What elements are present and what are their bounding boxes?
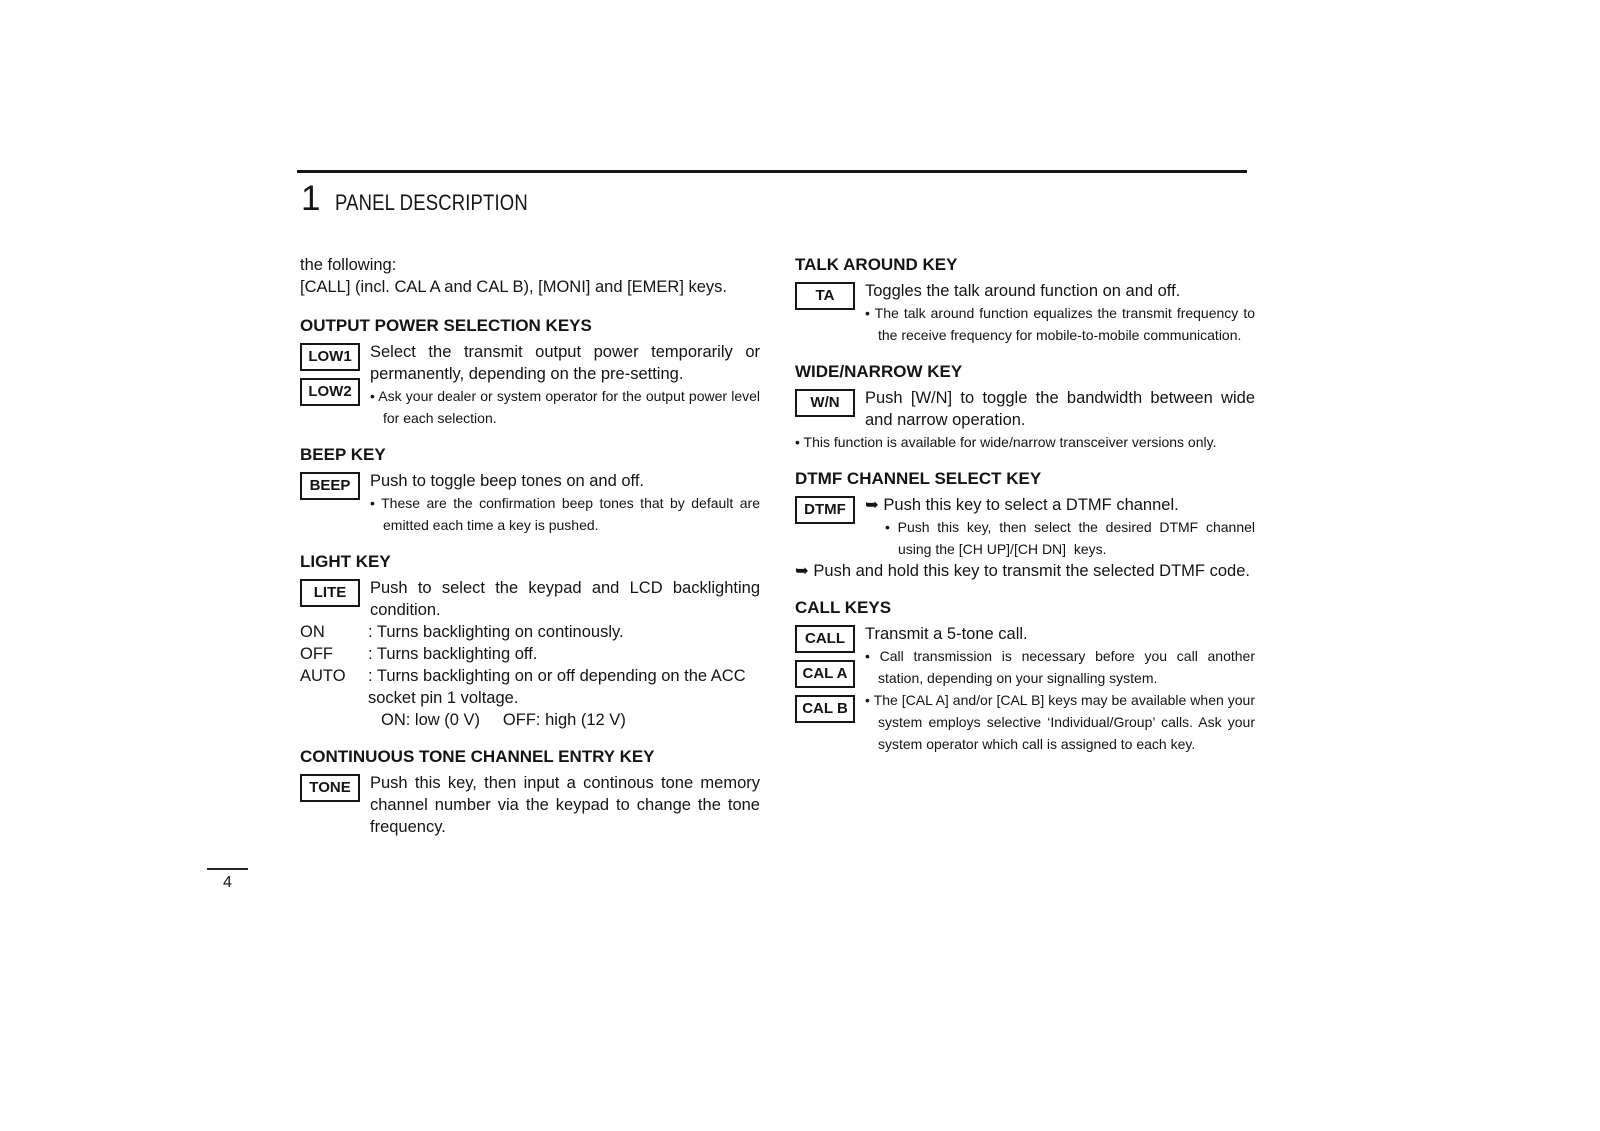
section-heading: LIGHT KEY: [300, 552, 391, 571]
description-main: Transmit a 5-tone call.: [865, 625, 1028, 643]
key-tone: TONE: [300, 774, 360, 802]
key-cal-b: CAL B: [795, 695, 855, 723]
description-main: Push this key, then input a continous tone memory channel number via the keypad to change the tone frequency.: [370, 774, 760, 836]
key-call: CALL: [795, 625, 855, 653]
key-description: [865, 387, 1255, 431]
description-main: Select the transmit output power temporarily or permanently, depending on the pre-setting.: [370, 343, 760, 383]
intro-line-2: [CALL] (incl. CAL A and CAL B), [MONI] and [EMER] keys.: [300, 278, 728, 296]
key-stack: [300, 577, 370, 607]
description-note: • Ask your dealer or system operator for the output power level for each selection.: [370, 388, 760, 426]
mode-description: : Turns backlighting on continously.: [368, 623, 624, 641]
key-description: [370, 577, 760, 621]
intro-line-1: the following:: [300, 256, 397, 274]
key-description: [865, 280, 1255, 346]
intro-paragraph: [300, 254, 760, 298]
light-mode-off: [300, 643, 760, 665]
section-output-power-selection-keys: [300, 315, 760, 429]
key-description: [370, 470, 760, 536]
description-main: Push to toggle beep tones on and off.: [370, 472, 644, 490]
key-description: [865, 494, 1259, 560]
description-main: Toggles the talk around function on and off.: [865, 282, 1181, 300]
section-dtmf-channel-select-key: [795, 468, 1259, 582]
section-heading: DTMF CHANNEL SELECT KEY: [795, 469, 1042, 488]
section-call-keys: [795, 597, 1255, 755]
mode-description: : Turns backlighting off.: [368, 645, 538, 663]
description-instruction-2: ➥ Push and hold this key to transmit the selected DTMF code.: [795, 562, 1250, 580]
key-ta: TA: [795, 282, 855, 310]
key-lite: LITE: [300, 579, 360, 607]
light-mode-on: [300, 621, 760, 643]
key-row: [795, 623, 1255, 755]
key-stack: [795, 494, 865, 524]
section-heading: CALL KEYS: [795, 598, 892, 617]
key-dtmf: DTMF: [795, 496, 855, 524]
key-stack: [300, 772, 370, 802]
section-wide-narrow-key: [795, 361, 1255, 453]
mode-label: AUTO: [300, 667, 346, 685]
key-description: [865, 623, 1255, 755]
key-stack: [795, 280, 865, 310]
key-stack: [300, 341, 370, 406]
description-note-2: • The [CAL A] and/or [CAL B] keys may be available when your system employs selective ‘Individual/Group’ calls. Ask your system operator which call is assigned to each key.: [865, 692, 1255, 752]
left-column: [300, 254, 760, 838]
key-row: [300, 470, 760, 536]
light-auto-voltage-note: ON: low (0 V) OFF: high (12 V): [381, 711, 626, 729]
key-stack: [795, 623, 865, 723]
key-wn: W/N: [795, 389, 855, 417]
key-description: [370, 772, 760, 838]
description-instruction-1: ➥ Push this key to select a DTMF channel.: [865, 496, 1179, 514]
key-stack: [795, 387, 865, 417]
key-row: [300, 577, 760, 621]
key-low1: LOW1: [300, 343, 360, 371]
key-row: [795, 387, 1255, 431]
key-row: [300, 341, 760, 429]
section-heading: BEEP KEY: [300, 445, 386, 464]
mode-label: OFF: [300, 645, 333, 663]
section-light-key: [300, 551, 760, 731]
mode-description: : Turns backlighting on or off depending on the ACC socket pin 1 voltage.: [368, 667, 746, 707]
chapter-header-rule: [297, 170, 1247, 173]
description-main: Push [W/N] to toggle the bandwidth between wide and narrow operation.: [865, 389, 1255, 429]
section-heading: WIDE/NARROW KEY: [795, 362, 963, 381]
key-stack: [300, 470, 370, 500]
page-number: 4: [223, 874, 232, 891]
key-beep: BEEP: [300, 472, 360, 500]
key-description: [370, 341, 760, 429]
section-heading: TALK AROUND KEY: [795, 255, 958, 274]
chapter-number: 1: [301, 179, 321, 218]
description-note: • The talk around function equalizes the transmit frequency to the receive frequency for mobile-to-mobile communication.: [865, 305, 1255, 343]
description-note-1: • Call transmission is necessary before you call another station, depending on your signalling system.: [865, 648, 1255, 686]
key-row: [795, 280, 1255, 346]
section-note: • This function is available for wide/narrow transceiver versions only.: [795, 434, 1217, 450]
description-main: Push to select the keypad and LCD backlighting condition.: [370, 579, 760, 619]
section-heading: CONTINUOUS TONE CHANNEL ENTRY KEY: [300, 747, 655, 766]
page-title: PANEL DESCRIPTION: [335, 190, 529, 215]
description-note: • Push this key, then select the desired DTMF channel using the [CH UP]/[CH DN] keys.: [885, 519, 1259, 557]
section-continuous-tone-channel-entry-key: [300, 746, 760, 838]
page-number-rule: [207, 868, 248, 870]
light-mode-auto: [300, 665, 760, 709]
right-column: [795, 254, 1259, 755]
key-row: [795, 494, 1259, 560]
key-row: [300, 772, 760, 838]
key-cal-a: CAL A: [795, 660, 855, 688]
description-note: • These are the confirmation beep tones that by default are emitted each time a key is pushed.: [370, 495, 760, 533]
section-beep-key: [300, 444, 760, 536]
section-heading: OUTPUT POWER SELECTION KEYS: [300, 316, 592, 335]
section-talk-around-key: [795, 254, 1255, 346]
key-low2: LOW2: [300, 378, 360, 406]
mode-label: ON: [300, 623, 325, 641]
chapter-heading: [301, 181, 565, 217]
